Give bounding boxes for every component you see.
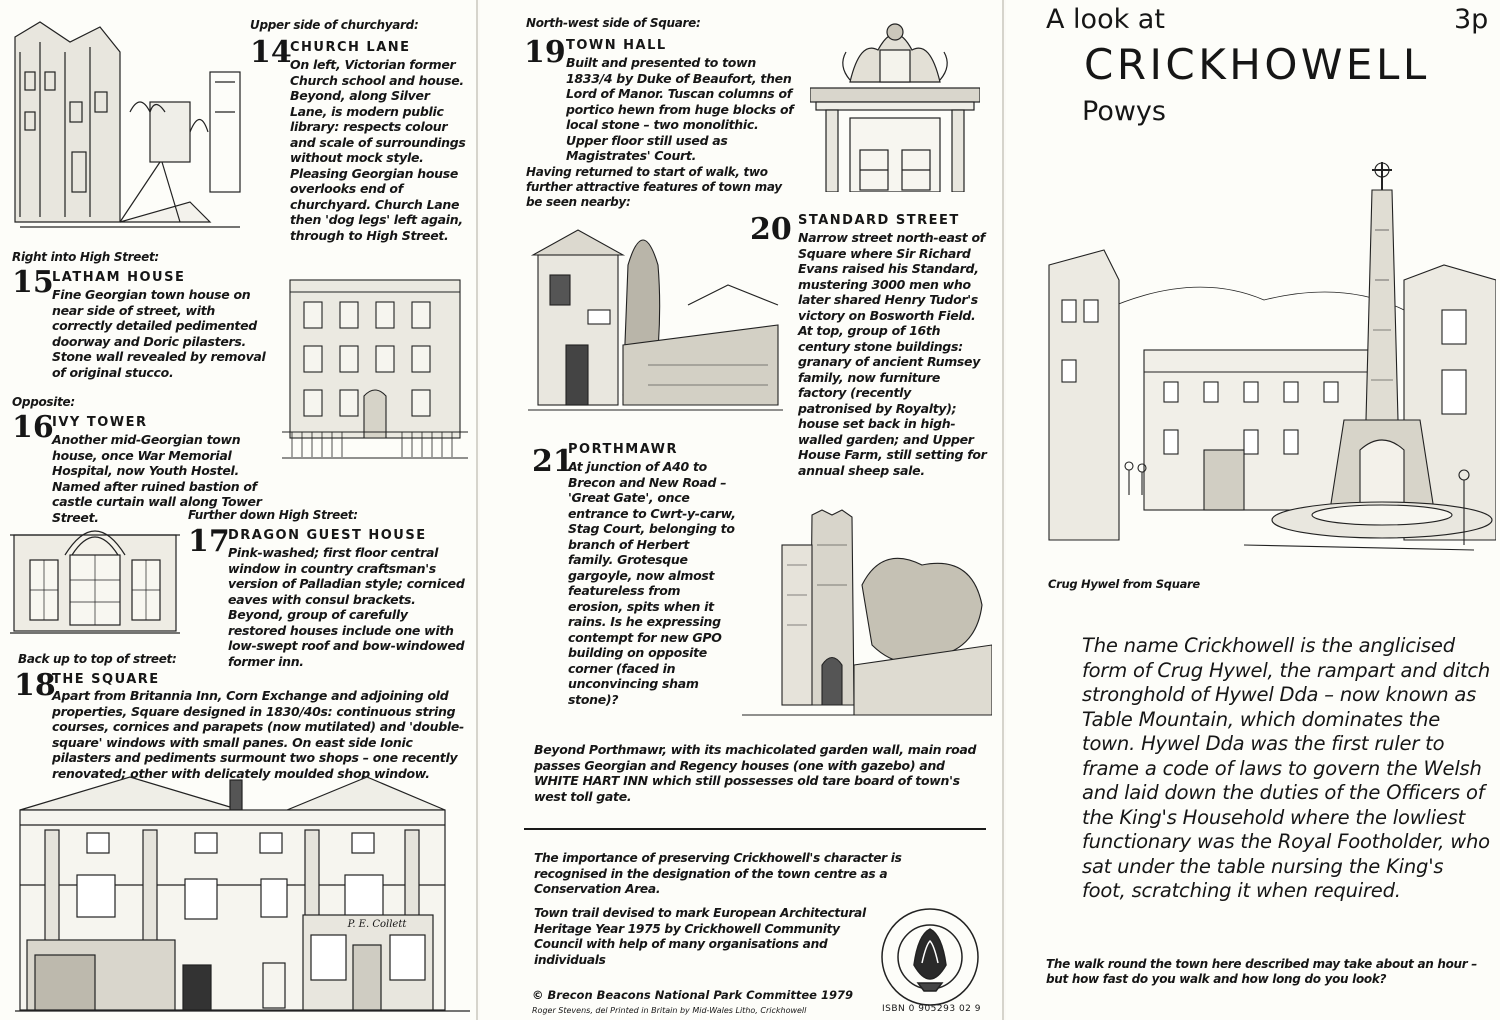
section-17-title: DRAGON GUEST HOUSE — [228, 528, 427, 543]
crug-hywel-square-sketch — [1044, 150, 1496, 570]
section-16-number: 16 — [12, 410, 54, 445]
section-18-body: Apart from Britannia Inn, Corn Exchange and adjoining old properties, Square designed in 1830/40s: continuous string courses, cornices and parapets (now mutilated) and 'double-square' windows with small panes. On east side Ionic pilasters and pediments surmount two shops – one recently renovated; other with delicately moulded shop window. — [52, 688, 464, 781]
section-21-body: At junction of A40 to Brecon and New Road – 'Great Gate', once entrance to Cwrt-y-carw, Stag Court, belonging to branch of Herbert family. Grotesque gargoyle, now almost featureless from erosion, spits when it rains. Is he expressing contempt for new GPO building on opposite corner (faced in unconvincing sham stone)? — [568, 459, 736, 707]
section-15-intro: Right into High Street: — [12, 250, 159, 264]
shop-sign: P. E. Collett — [347, 919, 407, 930]
printer-credit: Roger Stevens, del Printed in Britain by Mid-Wales Litho, Crickhowell — [532, 1006, 807, 1015]
isbn: ISBN 0 905293 02 9 — [882, 1004, 981, 1014]
panel-left — [0, 0, 478, 1020]
beyond-porthmawr: Beyond Porthmawr, with its machicolated garden wall, main road passes Georgian and Regency houses (one with gazebo) and WHITE HART INN which still possesses old tare board of town's west toll gate. — [534, 742, 977, 804]
section-17-intro: Further down High Street: — [188, 508, 358, 522]
section-19-intro: North-west side of Square: — [526, 16, 701, 30]
cover-look-at: A look at — [1046, 4, 1165, 35]
copyright: © Brecon Beacons National Park Committee 1979 — [532, 988, 853, 1002]
section-14-body: On left, Victorian former Church school and house. Beyond, along Silver Lane, is modern public library: respects colour and scale of surroundings without mock style. Pleasing Georgian house overlooks end of churchyard. Church Lane then 'dog legs' left again, through to High Street. — [290, 57, 466, 243]
section-20-number: 20 — [750, 212, 792, 247]
cover-title: CRICKHOWELL — [1084, 40, 1430, 89]
standard-street-sketch — [528, 215, 783, 420]
section-17-number: 17 — [188, 524, 230, 559]
section-19-number: 19 — [524, 35, 566, 70]
national-park-seal — [878, 905, 982, 1009]
section-20-title: STANDARD STREET — [798, 213, 960, 228]
section-18-intro: Back up to top of street: — [18, 652, 177, 666]
cover-price: 3p — [1454, 4, 1489, 35]
the-square-sketch — [15, 775, 470, 1015]
walk-duration-note: The walk round the town here described may take about an hour – but how fast do you walk and how long do you look? — [1046, 957, 1477, 986]
panel-cover — [1006, 0, 1500, 1020]
dragon-window-sketch — [10, 505, 180, 640]
section-14-intro: Upper side of churchyard: — [250, 18, 419, 32]
section-18-number: 18 — [14, 668, 56, 703]
divider — [524, 828, 986, 830]
cover-county: Powys — [1082, 96, 1166, 127]
sketch-caption: Crug Hywel from Square — [1048, 577, 1200, 591]
section-18-title: THE SQUARE — [52, 672, 160, 687]
latham-house-sketch — [282, 272, 468, 464]
section-19-title: TOWN HALL — [566, 38, 667, 53]
section-15-title: LATHAM HOUSE — [52, 270, 186, 285]
section-16-title: IVY TOWER — [52, 415, 148, 430]
section-14-number: 14 — [250, 35, 292, 70]
importance-note: The importance of preserving Crickhowell's character is recognised in the designation of the town centre as a Conservation Area. — [534, 851, 902, 896]
section-19-body: Built and presented to town 1833/4 by Duke of Beaufort, then Lord of Manor. Tuscan columns of portico hewn from huge blocks of local stone – two monolithic. Upper floor still used as Magistrates' Court. — [566, 55, 794, 163]
section-16-intro: Opposite: — [12, 395, 75, 409]
section-17-body: Pink-washed; first floor central window in country craftsman's version of Palladian style; corniced eaves with consul brackets. Beyond, group of carefully restored houses include one with low-swept roof and bow-windowed former inn. — [228, 545, 465, 669]
section-20-body: Narrow street north-east of Square where Sir Richard Evans raised his Standard, mustering 3000 men who later shared Henry Tudor's victory on Bosworth Field. At top, group of 16th century stone buildings: granary of ancient Rumsey family, now furniture factory (recently patronised by Royalty); house set back in high-walled garden; and Upper House Farm, still setting for annual sheep sale. — [798, 230, 987, 478]
history-paragraph: The name Crickhowell is the anglicised form of Crug Hywel, the rampart and ditch stronghold of Hywel Dda – now known as Table Mountain, which dominates the town. Hywel Dda was the first ruler to frame a code of laws to govern the Welsh and laid down the duties of the Officers of the King's Household where the lowliest functionary was the Royal Footholder, who sat under the table nursing the King's foot, scratching it when required. — [1082, 634, 1491, 902]
returned-note: Having returned to start of walk, two further attractive features of town may be seen nearby: — [526, 165, 782, 209]
section-21-title: PORTHMAWR — [568, 442, 679, 457]
section-15-number: 15 — [12, 265, 54, 300]
section-16-body: Another mid-Georgian town house, once War Memorial Hospital, now Youth Hostel. Named after ruined bastion of castle curtain wall along Tower Street. — [52, 432, 262, 525]
section-15-body: Fine Georgian town house on near side of street, with correctly detailed pedimented doorway and Doric pilasters. Stone wall revealed by removal of original stucco. — [52, 287, 266, 380]
porthmawr-sketch — [742, 505, 992, 735]
section-14-title: CHURCH LANE — [290, 40, 411, 55]
section-21-number: 21 — [532, 444, 574, 479]
devised-note: Town trail devised to mark European Architectural Heritage Year 1975 by Crickhowell Community Council with help of many organisations and individuals — [534, 906, 866, 967]
panel-middle — [480, 0, 1004, 1020]
town-hall-crest-sketch — [810, 10, 980, 192]
church-lane-sketch — [10, 12, 248, 237]
